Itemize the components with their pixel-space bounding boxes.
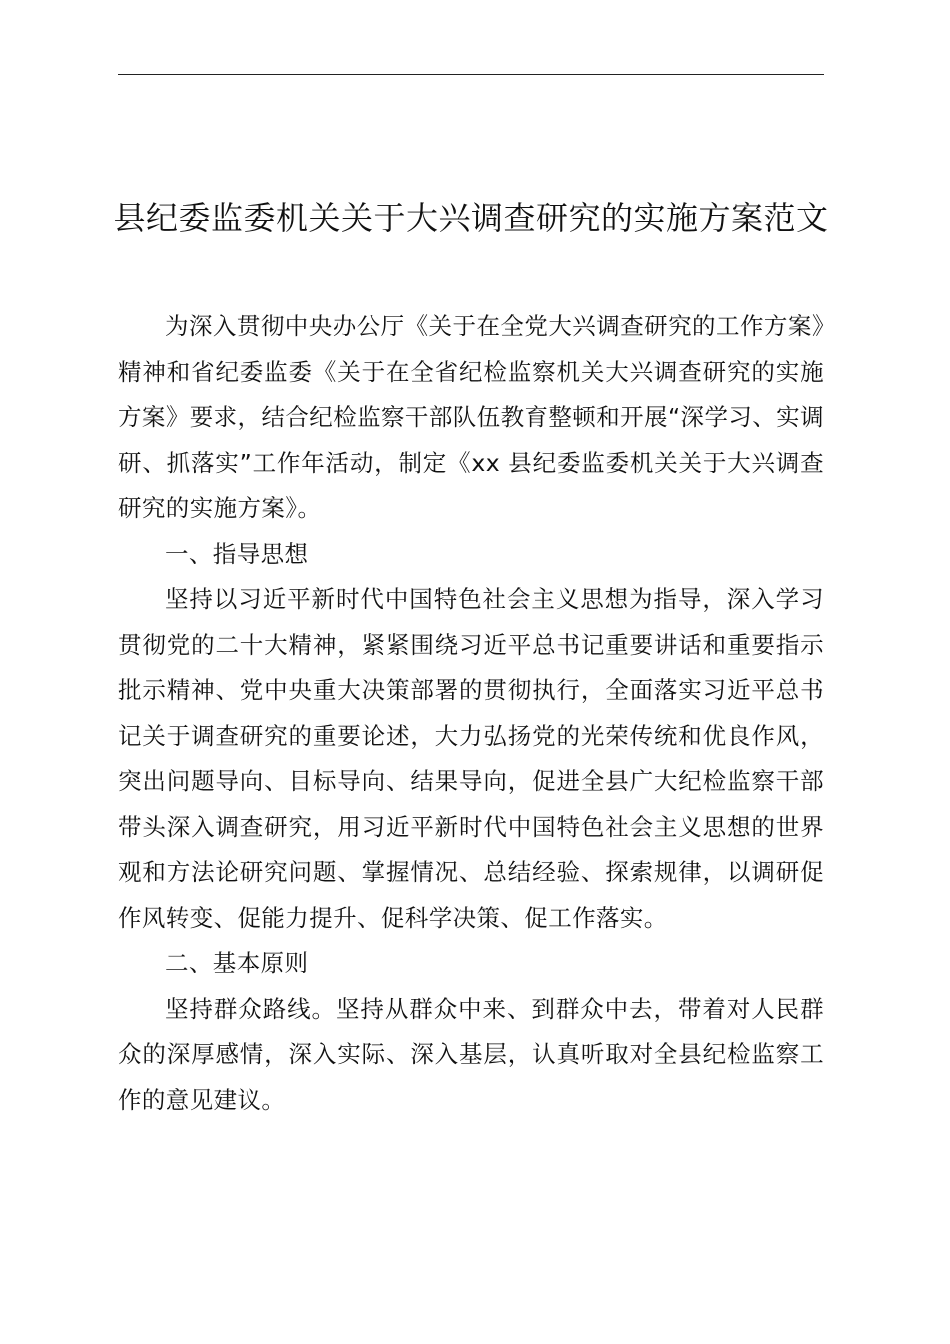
section-heading-guiding-thought: 一、指导思想 <box>165 539 309 568</box>
intro-paragraph: 为深入贯彻中央办公厅《关于在全党大兴调查研究的工作方案》精神和省纪委监委《关于在全省纪检监察机关大兴调查研究的实施方案》要求，结合纪检监察干部队伍教育整顿和开展“深学习、实调研、抓落实”工作年活动，制定《xx 县纪委监委机关关于大兴调查研究的实施方案》。 <box>118 312 824 522</box>
header-rule <box>118 74 824 75</box>
document-title: 县纪委监委机关关于大兴调查研究的实施方案范文 <box>113 199 829 237</box>
document-body <box>118 304 824 1123</box>
section-paragraph: 坚持群众路线。坚持从群众中来、到群众中去，带着对人民群众的深厚感情，深入实际、深入基层，认真听取对全县纪检监察工作的意见建议。 <box>118 994 824 1114</box>
section-paragraph: 坚持以习近平新时代中国特色社会主义思想为指导，深入学习贯彻党的二十大精神，紧紧围绕习近平总书记重要讲话和重要指示批示精神、党中央重大决策部署的贯彻执行，全面落实习近平总书记关于调查研究的重要论述，大力弘扬党的光荣传统和优良作风，突出问题导向、目标导向、结果导向，促进全县广大纪检监察干部带头深入调查研究，用习近平新时代中国特色社会主义思想的世界观和方法论研究问题、掌握情况、总结经验、探索规律，以调研促作风转变、促能力提升、促科学决策、促工作落实。 <box>118 585 824 932</box>
section-heading-basic-principles: 二、基本原则 <box>165 949 309 977</box>
